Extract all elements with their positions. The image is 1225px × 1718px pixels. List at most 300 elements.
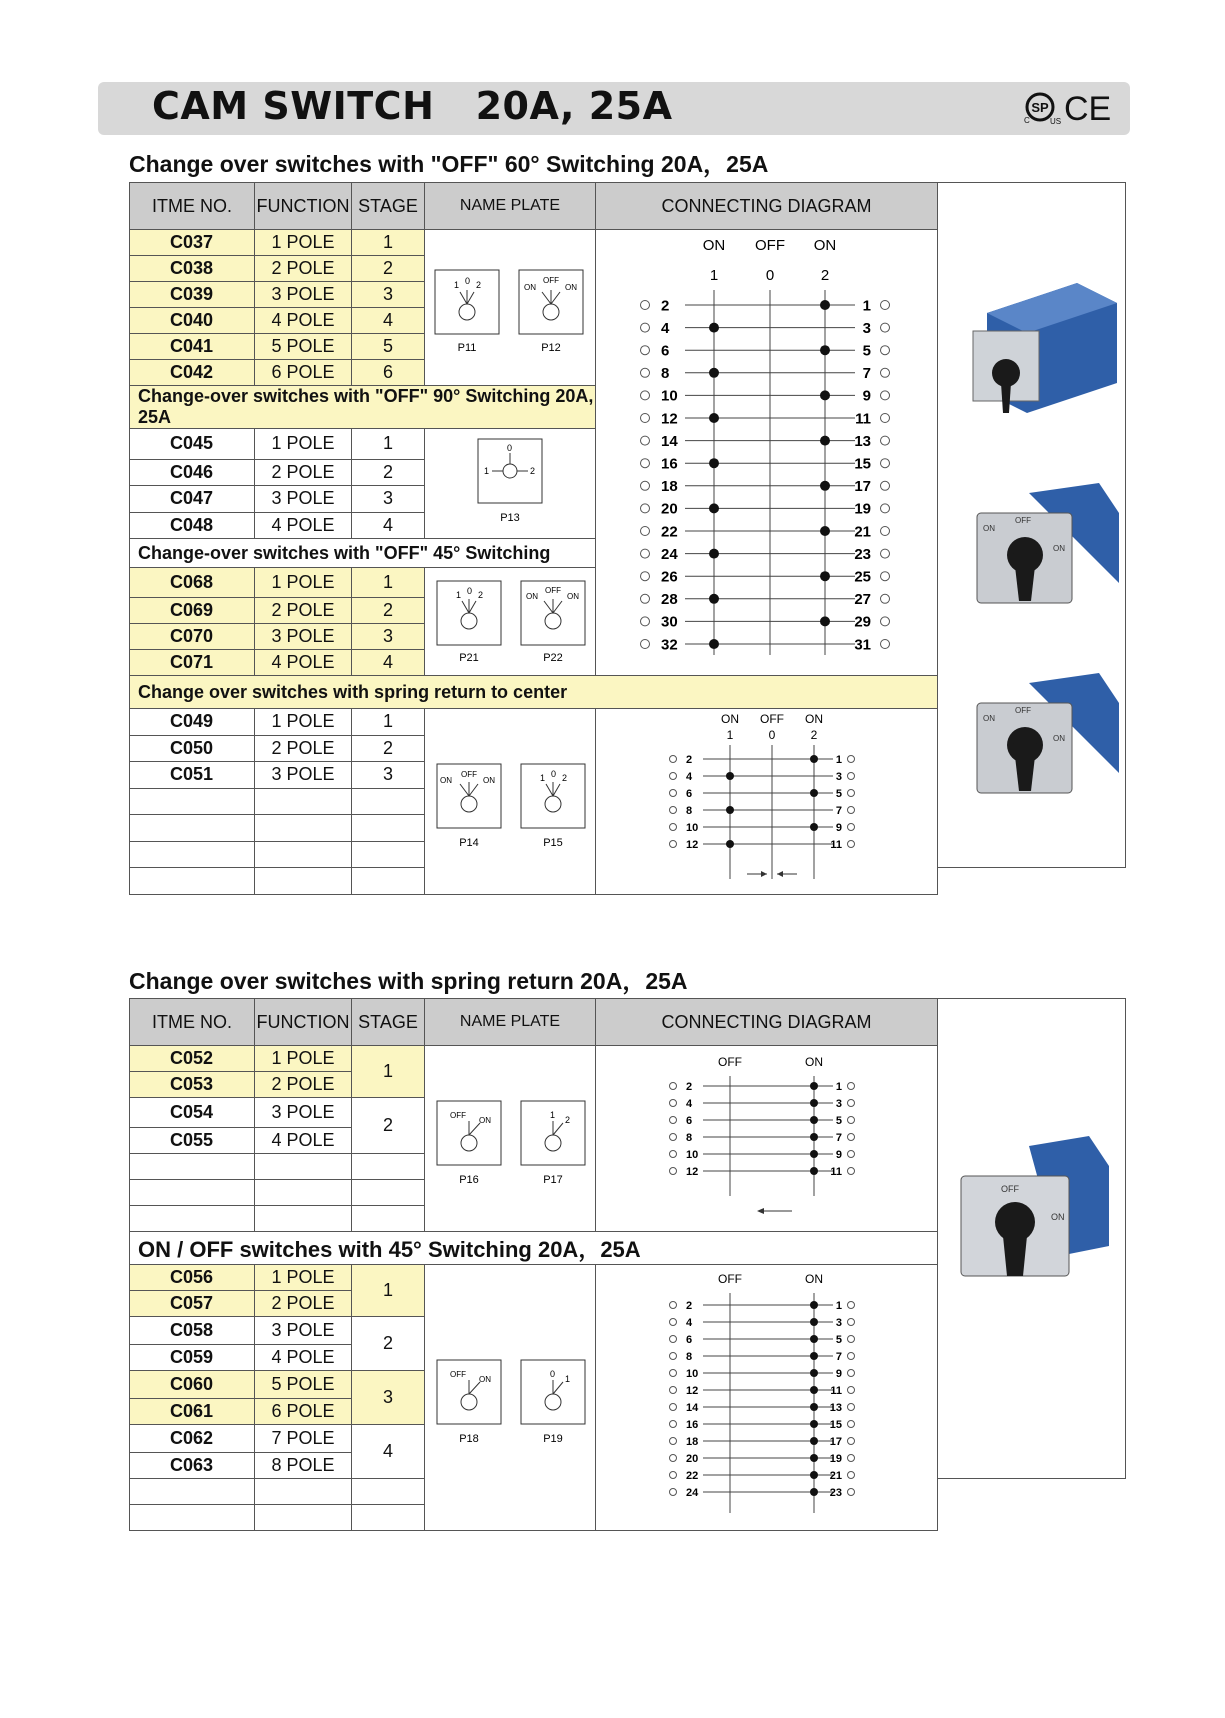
terminal-label-right: 3 (835, 1317, 842, 1329)
table-row: C040 4 POLE 4 (130, 308, 1126, 334)
svg-text:P11: P11 (457, 342, 477, 354)
terminal-label-left: 2 (685, 1081, 692, 1093)
plate-diagrams-f (426, 1340, 594, 1450)
terminal-circle-icon (847, 807, 854, 814)
svg-text:1: 1 (454, 280, 460, 290)
contact-dot (810, 1471, 818, 1479)
terminal-label-right: 1 (835, 753, 842, 766)
diagram-main-rows (640, 297, 889, 653)
contact-dot (810, 1437, 818, 1445)
section2-heading: Change over switches with spring return 20A，25A (129, 968, 688, 994)
svg-text:0: 0 (765, 267, 774, 284)
terminal-label-left: 8 (685, 1351, 692, 1363)
table-row: C042 6 POLE 6 (130, 360, 1126, 386)
diagram-terminal-row (640, 501, 889, 518)
diagram-spring-center-rows (669, 754, 854, 851)
page-title: CAM SWITCH 20A, 25A (152, 84, 673, 128)
svg-text:P19: P19 (543, 1433, 563, 1445)
svg-text:1: 1 (456, 590, 462, 600)
terminal-label-left: 2 (685, 753, 692, 766)
terminal-circle-icon (847, 1319, 854, 1326)
diagram-terminal-row (640, 410, 889, 427)
diagram-terminal-row (669, 771, 854, 783)
diagram-terminal-row (640, 546, 889, 563)
terminal-circle-icon (880, 414, 889, 423)
terminal-circle-icon (847, 1117, 854, 1124)
terminal-label-right: 7 (835, 1132, 842, 1144)
terminal-label-right: 21 (853, 523, 871, 541)
terminal-label-right: 17 (853, 478, 871, 496)
table-row: C049 1 POLE 1 ON OFF ON P14 1 0 2 P15 ON OFF ON 1 0 2 2 1 4 3 6 5 8 7 10 9 12 11 (130, 709, 1126, 736)
svg-text:0: 0 (507, 443, 513, 453)
contact-dot (820, 390, 830, 400)
ce-mark-icon: CE (1064, 90, 1112, 126)
col-item: ITME NO. (130, 183, 255, 230)
svg-text:ON: ON (483, 776, 495, 785)
terminal-circle-icon (669, 1134, 676, 1141)
terminal-label-left: 12 (685, 838, 698, 851)
terminal-label-left: 4 (685, 1317, 692, 1329)
terminal-label-right: 17 (829, 1436, 842, 1448)
connecting-diagram-main (596, 230, 938, 676)
name-plate-p16-p17 (425, 1046, 596, 1232)
contact-dot (726, 840, 734, 848)
terminal-circle-icon (847, 1134, 854, 1141)
col-stage: STAGE (352, 183, 425, 230)
svg-text:OFF: OFF (717, 1055, 742, 1069)
connecting-diagram-spring (596, 1046, 938, 1232)
svg-text:OFF: OFF (545, 586, 561, 595)
table-row: C071 4 POLE 4 (130, 650, 1126, 676)
contact-dot (820, 436, 830, 446)
table-row: C048 4 POLE 4 (130, 512, 1126, 539)
terminal-circle-icon (640, 301, 649, 310)
table-row: C059 4 POLE (130, 1345, 1126, 1371)
terminal-circle-icon (847, 1404, 854, 1411)
svg-text:ON: ON (1050, 1212, 1064, 1222)
plate-diagrams-c (426, 571, 594, 667)
svg-text:ON: ON (1052, 544, 1065, 553)
col-name-plate: NAME PLATE (425, 183, 596, 230)
table-row: C054 3 POLE 2 (130, 1098, 1126, 1128)
plate-diagrams-d (426, 744, 594, 854)
contact-dot (709, 549, 719, 559)
terminal-label-left: 8 (660, 365, 669, 383)
svg-text:2: 2 (478, 590, 484, 600)
contact-dot (810, 1318, 818, 1326)
terminal-label-right: 15 (829, 1419, 842, 1431)
photo-column-2 (938, 999, 1126, 1479)
contact-dot (810, 1386, 818, 1394)
terminal-circle-icon (847, 824, 854, 831)
contact-dot (810, 1301, 818, 1309)
section1-table (129, 182, 1126, 895)
connecting-diagram-spring-center (596, 709, 938, 895)
terminal-circle-icon (847, 1336, 854, 1343)
terminal-circle-icon (847, 756, 854, 763)
svg-text:ON: ON (982, 714, 995, 723)
certification-logos (1018, 90, 1118, 126)
plate-diagrams-e (426, 1081, 594, 1191)
terminal-label-right: 13 (853, 432, 871, 450)
terminal-label-left: 6 (685, 1115, 692, 1127)
terminal-label-left: 12 (685, 1385, 698, 1397)
svg-text:P13: P13 (500, 512, 520, 524)
diagram-terminal-row (640, 365, 889, 382)
contact-dot (709, 503, 719, 513)
terminal-label-left: 8 (685, 804, 692, 817)
contact-dot (709, 413, 719, 423)
diagram-terminal-row (669, 1453, 854, 1465)
terminal-label-left: 18 (660, 478, 678, 496)
name-plate-p18-p19 (425, 1265, 596, 1531)
terminal-circle-icon (640, 436, 649, 445)
terminal-circle-icon (640, 572, 649, 581)
terminal-label-right: 23 (853, 545, 871, 563)
terminal-circle-icon (847, 1168, 854, 1175)
diagram-terminal-row (640, 388, 889, 405)
svg-text:ON: ON (982, 524, 995, 533)
terminal-label-right: 25 (853, 568, 871, 586)
col-diagram: CONNECTING DIAGRAM (596, 183, 938, 230)
terminal-label-left: 24 (685, 1487, 698, 1499)
contact-dot (810, 1420, 818, 1428)
terminal-circle-icon (669, 1100, 676, 1107)
terminal-label-left: 16 (685, 1419, 698, 1431)
terminal-label-left: 18 (685, 1436, 698, 1448)
diagram-terminal-row (669, 1385, 854, 1397)
svg-text:P14: P14 (459, 837, 479, 849)
svg-text:1: 1 (565, 1374, 571, 1384)
terminal-label-left: 2 (660, 297, 669, 315)
table-row: C070 3 POLE 3 (130, 624, 1126, 650)
contact-dot (709, 594, 719, 604)
diagram-terminal-row (669, 1470, 854, 1482)
table-row: C069 2 POLE 2 (130, 598, 1126, 624)
table-row: C051 3 POLE 3 (130, 762, 1126, 789)
terminal-circle-icon (640, 617, 649, 626)
terminal-circle-icon (880, 459, 889, 468)
terminal-circle-icon (847, 1083, 854, 1090)
diagram-spring-center-svg (597, 709, 937, 889)
contact-dot (820, 481, 830, 491)
table-row: C045 1 POLE 1 0 1 2 P13 (130, 429, 1126, 460)
terminal-circle-icon (669, 1168, 676, 1175)
terminal-label-right: 5 (862, 342, 871, 360)
svg-text:ON: ON (720, 712, 739, 726)
table-row: C061 6 POLE (130, 1399, 1126, 1425)
terminal-label-left: 10 (660, 387, 678, 405)
terminal-circle-icon (880, 617, 889, 626)
plate-diagram-p13 (426, 431, 594, 531)
contact-dot (709, 323, 719, 333)
terminal-label-right: 5 (835, 1334, 842, 1346)
diagram-terminal-row (640, 342, 889, 359)
terminal-circle-icon (669, 824, 676, 831)
terminal-circle-icon (640, 549, 649, 558)
terminal-label-right: 9 (862, 387, 871, 405)
terminal-circle-icon (880, 549, 889, 558)
svg-text:ON: ON (567, 592, 579, 601)
contact-dot (810, 1099, 818, 1107)
terminal-circle-icon (847, 790, 854, 797)
diagram-terminal-row (640, 568, 889, 585)
table-row: C057 2 POLE (130, 1291, 1126, 1317)
svg-text:ON: ON (524, 283, 536, 292)
terminal-label-left: 14 (685, 1402, 698, 1414)
terminal-label-left: 20 (685, 1453, 698, 1465)
terminal-circle-icon (669, 1455, 676, 1462)
terminal-circle-icon (880, 436, 889, 445)
contact-dot (726, 772, 734, 780)
contact-dot (810, 1454, 818, 1462)
band-90-degree: Change-over switches with "OFF" 90° Switching 20A, 25A (130, 386, 596, 429)
contact-dot (810, 789, 818, 797)
table-row: C053 2 POLE (130, 1072, 1126, 1098)
contact-dot (820, 300, 830, 310)
contact-dot (810, 1150, 818, 1158)
band-45-degree: Change-over switches with "OFF" 45° Switching (130, 539, 596, 568)
terminal-circle-icon (669, 841, 676, 848)
terminal-label-right: 11 (854, 410, 871, 428)
terminal-label-left: 6 (685, 787, 692, 800)
terminal-label-left: 10 (685, 1149, 698, 1161)
svg-text:OFF: OFF (754, 237, 785, 254)
table-row: C041 5 POLE 5 (130, 334, 1126, 360)
table-row: C039 3 POLE 3 (130, 282, 1126, 308)
svg-text:P18: P18 (459, 1433, 479, 1445)
svg-text:P21: P21 (459, 652, 479, 664)
svg-text:0: 0 (550, 1369, 556, 1379)
cam-switch-photo-2 (977, 483, 1119, 603)
contact-dot (709, 639, 719, 649)
svg-text:1: 1 (550, 1110, 556, 1120)
svg-text:ON: ON (565, 283, 577, 292)
terminal-circle-icon (847, 1489, 854, 1496)
photo-column (938, 183, 1126, 868)
col-function: FUNCTION (255, 183, 352, 230)
csa-icon (1024, 94, 1061, 126)
contact-dot (810, 1403, 818, 1411)
svg-text:SP: SP (1031, 100, 1049, 115)
diagram-terminal-row (669, 1149, 854, 1161)
terminal-circle-icon (669, 1302, 676, 1309)
table-row: C068 1 POLE 1 1 0 2 P21 ON OFF ON P22 (130, 568, 1126, 598)
diagram-terminal-row (669, 1402, 854, 1414)
band-spring-return-center: Change over switches with spring return to center (130, 676, 938, 709)
svg-text:ON: ON (479, 1375, 491, 1384)
terminal-circle-icon (847, 1421, 854, 1428)
terminal-circle-icon (669, 1336, 676, 1343)
svg-text:P15: P15 (543, 837, 563, 849)
diagram-terminal-row (640, 614, 889, 631)
terminal-label-right: 11 (829, 838, 842, 851)
table-header-row (130, 183, 1126, 230)
svg-text:ON: ON (1052, 734, 1065, 743)
terminal-label-left: 24 (660, 545, 678, 563)
terminal-circle-icon (640, 414, 649, 423)
diagram-terminal-row (640, 455, 889, 472)
terminal-circle-icon (669, 1387, 676, 1394)
terminal-circle-icon (880, 301, 889, 310)
diagram-spring-rows (669, 1081, 854, 1178)
terminal-circle-icon (640, 459, 649, 468)
terminal-circle-icon (880, 481, 889, 490)
section1-heading: Change over switches with "OFF" 60° Switching 20A，25A (129, 151, 769, 177)
svg-text:OFF: OFF (461, 770, 477, 779)
terminal-circle-icon (669, 1117, 676, 1124)
svg-text:OFF: OFF (450, 1370, 466, 1379)
diagram-terminal-row (669, 1098, 854, 1110)
terminal-circle-icon (640, 527, 649, 536)
svg-text:0: 0 (465, 276, 471, 286)
name-plate-p21-p22 (425, 568, 596, 676)
terminal-label-right: 3 (835, 1098, 842, 1110)
diagram-spring-svg (597, 1046, 937, 1226)
terminal-label-right: 9 (835, 821, 842, 834)
terminal-label-right: 15 (853, 455, 871, 473)
terminal-circle-icon (880, 527, 889, 536)
terminal-label-right: 3 (862, 319, 871, 337)
terminal-circle-icon (847, 1387, 854, 1394)
terminal-circle-icon (880, 323, 889, 332)
terminal-circle-icon (847, 1100, 854, 1107)
terminal-label-left: 4 (660, 319, 669, 337)
diagram-terminal-row (640, 523, 889, 540)
diagram-terminal-row (669, 1419, 854, 1431)
terminal-circle-icon (847, 1455, 854, 1462)
terminal-circle-icon (847, 1438, 854, 1445)
terminal-circle-icon (640, 594, 649, 603)
svg-text:2: 2 (476, 280, 482, 290)
terminal-label-left: 8 (685, 1132, 692, 1144)
terminal-circle-icon (669, 790, 676, 797)
svg-text:ON: ON (479, 1116, 491, 1125)
terminal-label-right: 11 (829, 1166, 842, 1178)
table-row: C052 1 POLE 1 OFF ON P16 1 2 P17 OFF ON 2 1 4 3 6 5 8 7 10 9 12 11 (130, 1046, 1126, 1072)
svg-text:P16: P16 (459, 1174, 479, 1186)
contact-dot (810, 1488, 818, 1496)
terminal-label-right: 7 (835, 804, 842, 817)
svg-text:P22: P22 (543, 652, 563, 664)
svg-text:2: 2 (530, 466, 536, 476)
terminal-circle-icon (640, 346, 649, 355)
diagram-terminal-row (669, 805, 854, 817)
terminal-circle-icon (847, 1472, 854, 1479)
svg-text:US: US (1050, 117, 1062, 126)
terminal-circle-icon (669, 1151, 676, 1158)
table-row: C037 1 POLE 1 1 0 2 P11 ON OFF ON P12 ON OFF ON 1 0 2 2 1 4 3 6 5 8 7 10 9 12 11 14 13 16 15 18 17 20 19 22 21 24 23 26 25 28 27 30 29 32 31 (130, 230, 1126, 256)
svg-text:2: 2 (562, 773, 568, 783)
svg-text:OFF: OFF (450, 1111, 466, 1120)
svg-text:ON: ON (804, 712, 823, 726)
contact-dot (820, 571, 830, 581)
terminal-circle-icon (847, 1302, 854, 1309)
svg-text:OFF: OFF (1014, 706, 1031, 715)
contact-dot (810, 1167, 818, 1175)
svg-text:ON: ON (702, 237, 725, 254)
terminal-label-right: 21 (829, 1470, 842, 1482)
terminal-circle-icon (669, 1353, 676, 1360)
terminal-circle-icon (669, 1370, 676, 1377)
terminal-circle-icon (847, 1151, 854, 1158)
svg-text:2: 2 (820, 267, 829, 284)
name-plate-p14-p15 (425, 709, 596, 895)
terminal-label-left: 12 (685, 1166, 698, 1178)
plate-diagrams-a (426, 250, 594, 360)
terminal-label-right: 5 (835, 1115, 842, 1127)
diagram-terminal-row (669, 1436, 854, 1448)
terminal-circle-icon (880, 368, 889, 377)
terminal-circle-icon (640, 481, 649, 490)
cam-switch-photo-3 (977, 673, 1119, 793)
terminal-label-left: 20 (660, 500, 678, 518)
svg-text:0: 0 (467, 586, 473, 596)
terminal-circle-icon (669, 1472, 676, 1479)
terminal-label-right: 7 (862, 365, 871, 383)
contact-dot (810, 1352, 818, 1360)
svg-text:OFF: OFF (543, 276, 559, 285)
contact-dot (810, 755, 818, 763)
contact-dot (810, 1335, 818, 1343)
svg-text:ON: ON (440, 776, 452, 785)
table-header-row: ITME NO. FUNCTION STAGE NAME PLATE CONNECTING DIAGRAM OFF ON (130, 999, 1126, 1046)
terminal-label-right: 19 (853, 500, 871, 518)
svg-text:2: 2 (565, 1115, 571, 1125)
terminal-label-left: 26 (660, 568, 678, 586)
contact-dot (726, 806, 734, 814)
terminal-label-left: 28 (660, 591, 678, 609)
svg-text:ON: ON (526, 592, 538, 601)
svg-text:0: 0 (551, 769, 557, 779)
svg-text:P17: P17 (543, 1174, 563, 1186)
contact-dot (709, 368, 719, 378)
terminal-circle-icon (847, 841, 854, 848)
table-row: C062 7 POLE 4 (130, 1425, 1126, 1453)
terminal-label-left: 14 (660, 432, 678, 450)
contact-dot (709, 458, 719, 468)
terminal-circle-icon (669, 1438, 676, 1445)
product-photos (939, 183, 1125, 833)
terminal-circle-icon (640, 640, 649, 649)
diagram-onoff-rows (669, 1300, 854, 1499)
diagram-terminal-row (669, 1351, 854, 1363)
terminal-circle-icon (880, 640, 889, 649)
terminal-circle-icon (880, 594, 889, 603)
svg-text:0: 0 (768, 728, 775, 742)
terminal-circle-icon (669, 773, 676, 780)
diagram-terminal-row (669, 754, 854, 766)
diagram-terminal-row (669, 1166, 854, 1178)
diagram-terminal-row (640, 433, 889, 450)
terminal-circle-icon (880, 391, 889, 400)
terminal-circle-icon (669, 1404, 676, 1411)
name-plate-p11-p12 (425, 230, 596, 386)
diagram-terminal-row (669, 1368, 854, 1380)
terminal-circle-icon (880, 346, 889, 355)
diagram-terminal-row (640, 297, 889, 314)
contact-dot (810, 1116, 818, 1124)
diagram-onoff-svg (597, 1265, 937, 1525)
terminal-circle-icon (847, 1370, 854, 1377)
cam-switch-photo-1 (973, 283, 1117, 413)
cam-switch-photo-4 (939, 1136, 1125, 1336)
terminal-label-left: 4 (685, 770, 692, 783)
terminal-label-left: 30 (660, 613, 678, 631)
diagram-terminal-row (669, 1487, 854, 1499)
svg-text:OFF: OFF (717, 1272, 742, 1286)
terminal-label-right: 19 (829, 1453, 842, 1465)
